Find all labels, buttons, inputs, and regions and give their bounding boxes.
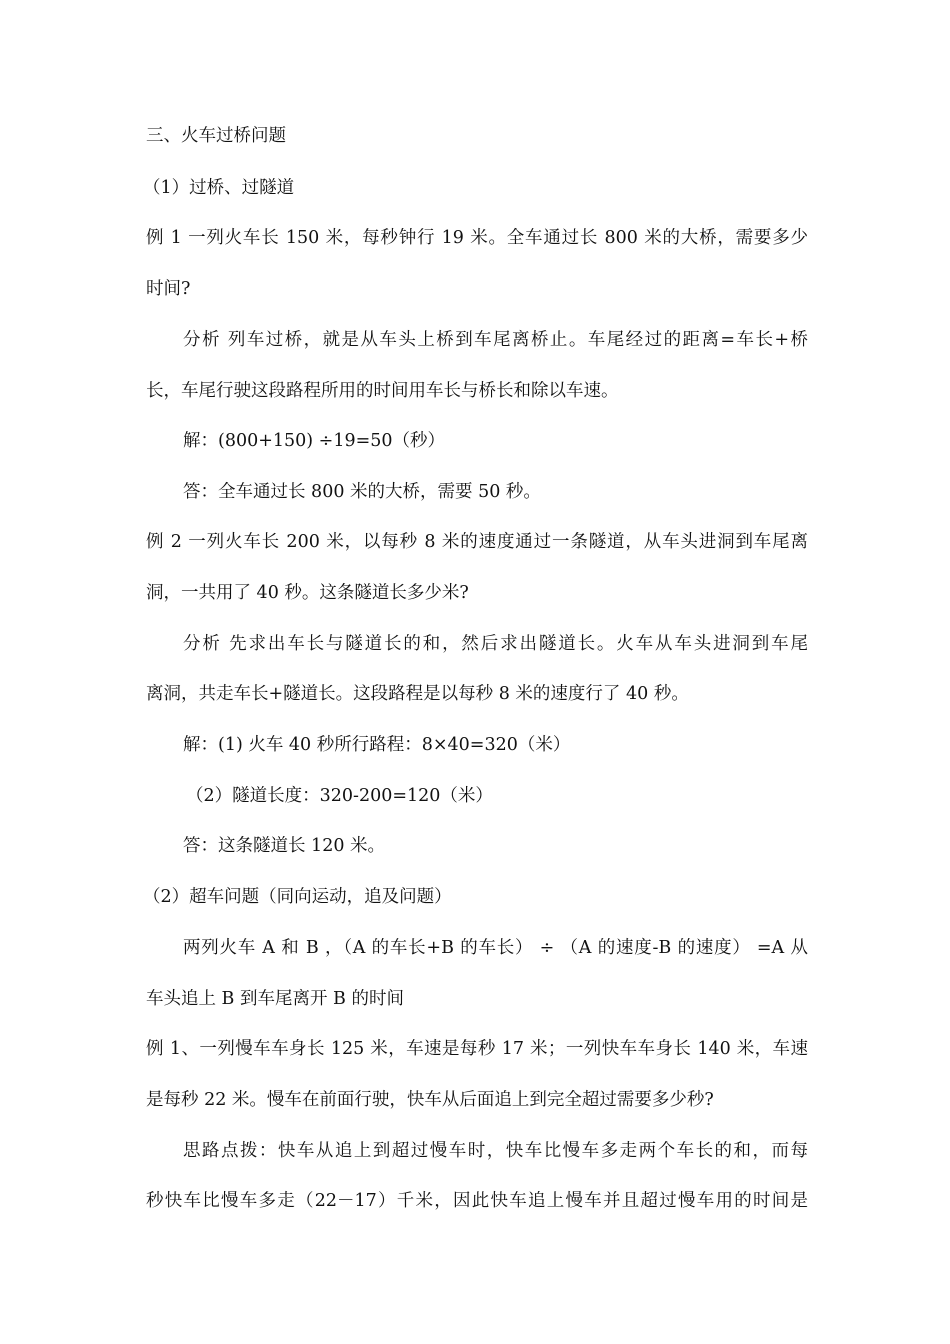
subsection-bridge-tunnel: （1）过桥、过隧道 [143,178,295,198]
example-2-analysis-line-2: 离洞，共走车长+隧道长。这段路程是以每秒 8 米的速度行了 40 秒。 [146,684,689,704]
section-heading: 三、火车过桥问题 [146,126,286,146]
example-1-analysis-line-2: 长，车尾行驶这段路程所用的时间用车长与桥长和除以车速。 [146,381,619,401]
example-1-question-line-1: 例 1 一列火车长 150 米，每秒钟行 19 米。全车通过长 800 米的大桥，需要多少 [146,228,808,248]
example-3-question-line-1: 例 1、一列慢车车身长 125 米，车速是每秒 17 米；一列快车车身长 140 米，车速 [146,1039,808,1059]
example-3-hint-line-2: 秒快车比慢车多走（22－17）千米，因此快车追上慢车并且超过慢车用的时间是 [146,1191,808,1211]
example-1-analysis-line-1: 分析 列车过桥，就是从车头上桥到车尾离桥止。车尾经过的距离=车长+桥 [183,330,808,350]
example-2-question-line-1: 例 2 一列火车长 200 米，以每秒 8 米的速度通过一条隧道，从车头进洞到车尾离 [146,532,808,552]
example-3-question-line-2: 是每秒 22 米。慢车在前面行驶，快车从后面追上到完全超过需要多少秒? [146,1090,714,1110]
example-2-solution-step-1: 解：(1) 火车 40 秒所行路程：8×40=320（米） [183,735,571,755]
example-2-solution-step-2: （2）隧道长度：320-200=120（米） [186,786,493,806]
formula-line-2: 车头追上 B 到车尾离开 B 的时间 [146,989,404,1009]
example-1-question-line-2: 时间? [146,279,191,299]
formula-line-1: 两列火车 A 和 B ，（A 的车长+B 的车长） ÷ （A 的速度-B 的速度） =A 从 [183,938,808,958]
example-2-analysis-line-1: 分析 先求出车长与隧道长的和，然后求出隧道长。火车从车头进洞到车尾 [183,634,808,654]
example-2-question-line-2: 洞，一共用了 40 秒。这条隧道长多少米? [146,583,469,603]
example-2-answer: 答：这条隧道长 120 米。 [183,836,386,856]
subsection-overtaking: （2）超车问题（同向运动，追及问题） [143,887,452,907]
example-1-solution: 解：(800+150) ÷19=50（秒） [183,431,446,451]
example-3-hint-line-1: 思路点拨：快车从追上到超过慢车时，快车比慢车多走两个车长的和，而每 [183,1141,808,1161]
example-1-answer: 答：全车通过长 800 米的大桥，需要 50 秒。 [183,482,541,502]
